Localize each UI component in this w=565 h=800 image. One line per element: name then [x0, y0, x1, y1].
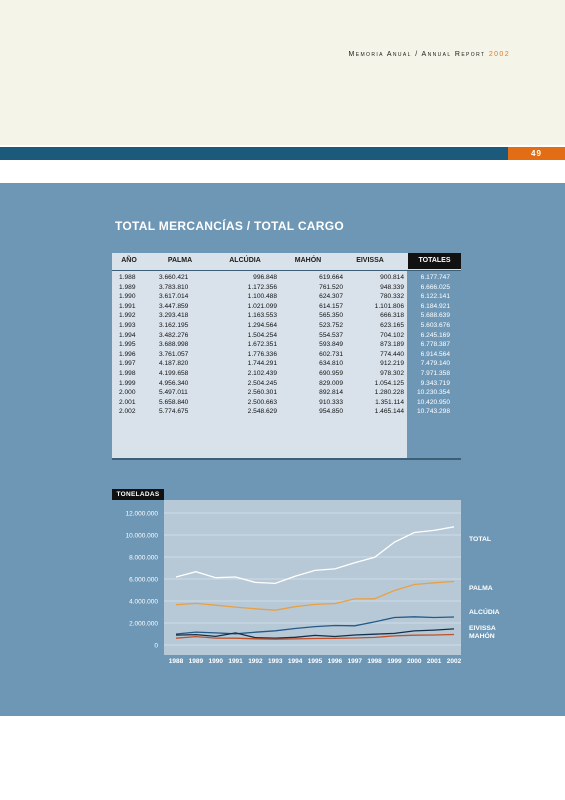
- cell-total: 6.914.564: [420, 350, 450, 358]
- x-tick-label: 2001: [426, 658, 442, 665]
- col-header-totals: TOTALES: [408, 253, 461, 269]
- cell-total: 7.971.358: [420, 369, 450, 377]
- x-tick-label: 1997: [347, 658, 362, 665]
- cell-mahon: 614.157: [319, 302, 343, 310]
- cell-eivissa: 623.165: [380, 321, 404, 329]
- cell-total: 6.177.747: [420, 274, 450, 281]
- cell-alcudia: 2.102.439: [247, 369, 277, 377]
- cell-mahon: 892.814: [319, 389, 343, 397]
- y-tick-label: 8.000.000: [129, 554, 158, 562]
- cell-eivissa: 1.101.806: [374, 302, 404, 310]
- cell-eivissa: 873.189: [380, 341, 404, 349]
- y-tick-label: 10.000.000: [125, 532, 158, 540]
- cell-eivissa: 666.318: [380, 312, 404, 320]
- cell-year: 1.988: [119, 274, 136, 281]
- plot-area: [164, 500, 461, 655]
- cell-total: 5.688.639: [420, 312, 450, 320]
- col-header-eivissa: EIVISSA: [356, 257, 384, 264]
- cell-eivissa: 1.280.228: [374, 389, 404, 397]
- x-tick-label: 1998: [367, 658, 382, 665]
- cell-mahon: 829.009: [319, 379, 343, 387]
- cell-eivissa: 912.219: [380, 360, 404, 368]
- cell-total: 6.778.387: [420, 341, 450, 349]
- cell-total: 10.230.354: [416, 389, 450, 397]
- cell-eivissa: 704.102: [380, 331, 404, 339]
- cell-year: 2.000: [119, 389, 136, 397]
- section-title: TOTAL MERCANCÍAS / TOTAL CARGO: [115, 219, 345, 233]
- y-tick-label: 0: [154, 642, 158, 650]
- cell-year: 2.001: [119, 398, 136, 406]
- cell-eivissa: 774.440: [380, 350, 404, 358]
- cell-year: 1.991: [119, 302, 136, 310]
- cell-palma: 3.293.418: [159, 312, 189, 320]
- report-year: 2002: [488, 51, 510, 58]
- cell-total: 6.245.169: [420, 331, 450, 339]
- series-label: PALMA: [469, 585, 493, 592]
- cell-year: 2.002: [119, 408, 136, 416]
- x-tick-label: 1995: [307, 658, 323, 665]
- cell-year: 1.989: [119, 283, 136, 291]
- series-label: EIVISSA: [469, 625, 496, 632]
- cell-year: 1.992: [119, 312, 136, 320]
- cell-mahon: 690.959: [319, 369, 343, 377]
- chart-ylabel: TONELADAS: [112, 489, 164, 500]
- cell-palma: 5.497.011: [159, 389, 188, 397]
- x-tick-label: 2002: [446, 658, 462, 665]
- cell-palma: 3.660.421: [159, 274, 189, 281]
- cell-total: 7.479.140: [420, 360, 450, 368]
- series-label: MAHÓN: [469, 633, 495, 640]
- cell-mahon: 619.664: [319, 274, 343, 281]
- cell-eivissa: 1.351.114: [375, 398, 404, 406]
- cell-eivissa: 1.054.125: [374, 379, 404, 387]
- x-tick-label: 1992: [248, 658, 263, 665]
- cell-palma: 4.956.340: [159, 379, 189, 387]
- cell-palma: 3.783.810: [159, 283, 189, 291]
- cell-eivissa: 780.332: [380, 293, 404, 301]
- cell-palma: 5.774.675: [159, 408, 189, 416]
- cell-eivissa: 1.465.144: [374, 408, 404, 416]
- x-tick-label: 1994: [287, 658, 303, 665]
- x-tick-label: 1989: [188, 658, 204, 665]
- col-header-palma: PALMA: [167, 257, 193, 264]
- cell-palma: 3.688.998: [159, 341, 189, 349]
- cell-year: 1.994: [119, 331, 136, 339]
- cell-mahon: 523.752: [319, 321, 343, 329]
- cell-alcudia: 1.504.254: [247, 331, 277, 339]
- cell-palma: 3.761.057: [159, 350, 189, 358]
- cell-mahon: 624.307: [319, 293, 343, 301]
- cell-total: 5.603.676: [420, 321, 450, 329]
- y-tick-label: 4.000.000: [129, 598, 158, 606]
- x-tick-label: 1996: [327, 658, 343, 665]
- cell-palma: 3.482.276: [159, 331, 189, 339]
- cell-total: 6.184.921: [420, 302, 450, 310]
- series-label: ALCÚDIA: [469, 609, 500, 616]
- y-tick-label: 6.000.000: [129, 576, 158, 584]
- cell-alcudia: 1.744.291: [247, 360, 277, 368]
- x-tick-label: 1991: [228, 658, 243, 665]
- cell-eivissa: 978.302: [380, 369, 404, 377]
- cell-alcudia: 2.560.301: [247, 389, 277, 397]
- cell-mahon: 565.350: [319, 312, 343, 320]
- cell-total: 6.122.141: [420, 293, 450, 301]
- cell-total: 10.743.298: [416, 408, 450, 416]
- cell-year: 1.990: [119, 293, 136, 301]
- col-header-mahon: MAHÓN: [294, 257, 322, 264]
- cell-year: 1.998: [119, 369, 136, 377]
- cell-mahon: 602.731: [319, 350, 343, 358]
- report-title: Memoria Anual / Annual Report: [348, 51, 486, 58]
- cell-mahon: 954.850: [319, 408, 343, 416]
- cell-mahon: 761.520: [319, 283, 343, 291]
- cell-alcudia: 1.163.553: [247, 312, 277, 320]
- cell-year: 1.999: [119, 379, 136, 387]
- cell-mahon: 910.333: [319, 398, 343, 406]
- cell-year: 1.996: [119, 350, 136, 358]
- cell-palma: 3.617.014: [159, 293, 189, 301]
- cell-mahon: 634.810: [319, 360, 343, 368]
- cell-alcudia: 1.776.336: [247, 350, 277, 358]
- x-tick-label: 1993: [268, 658, 283, 665]
- cell-alcudia: 2.500.663: [247, 398, 277, 406]
- cell-total: 10.420.950: [416, 398, 450, 406]
- cell-alcudia: 996.848: [253, 274, 277, 281]
- x-tick-label: 2000: [407, 658, 422, 665]
- col-header-alcudia: ALCÚDIA: [229, 257, 261, 264]
- cell-eivissa: 948.339: [380, 283, 404, 291]
- cell-palma: 3.162.195: [159, 321, 189, 329]
- cell-year: 1.995: [119, 341, 136, 349]
- page-number: 49: [508, 147, 565, 160]
- x-tick-label: 1999: [387, 658, 402, 665]
- cell-alcudia: 2.548.629: [247, 408, 277, 416]
- y-tick-label: 12.000.000: [125, 510, 158, 518]
- cell-year: 1.997: [119, 360, 136, 368]
- x-tick-label: 1988: [168, 658, 184, 665]
- cell-alcudia: 1.021.099: [247, 302, 277, 310]
- cell-alcudia: 2.504.245: [247, 379, 277, 387]
- series-label: TOTAL: [469, 536, 492, 543]
- cell-total: 6.666.025: [420, 283, 450, 291]
- cell-alcudia: 1.294.564: [247, 321, 277, 329]
- cell-alcudia: 1.672.351: [247, 341, 277, 349]
- cell-total: 9.343.719: [420, 379, 450, 387]
- col-header-year: AÑO: [121, 257, 137, 264]
- cell-mahon: 554.537: [319, 331, 343, 339]
- cell-palma: 4.187.820: [159, 360, 189, 368]
- x-tick-label: 1990: [208, 658, 223, 665]
- cell-year: 1.993: [119, 321, 136, 329]
- cell-palma: 3.447.859: [159, 302, 189, 310]
- cell-palma: 5.658.840: [159, 398, 189, 406]
- y-tick-label: 2.000.000: [129, 620, 158, 628]
- cell-mahon: 593.849: [319, 341, 343, 349]
- cell-alcudia: 1.172.356: [247, 283, 277, 291]
- cell-alcudia: 1.100.488: [247, 293, 277, 301]
- cell-eivissa: 900.814: [380, 274, 404, 281]
- cell-palma: 4.199.658: [159, 369, 189, 377]
